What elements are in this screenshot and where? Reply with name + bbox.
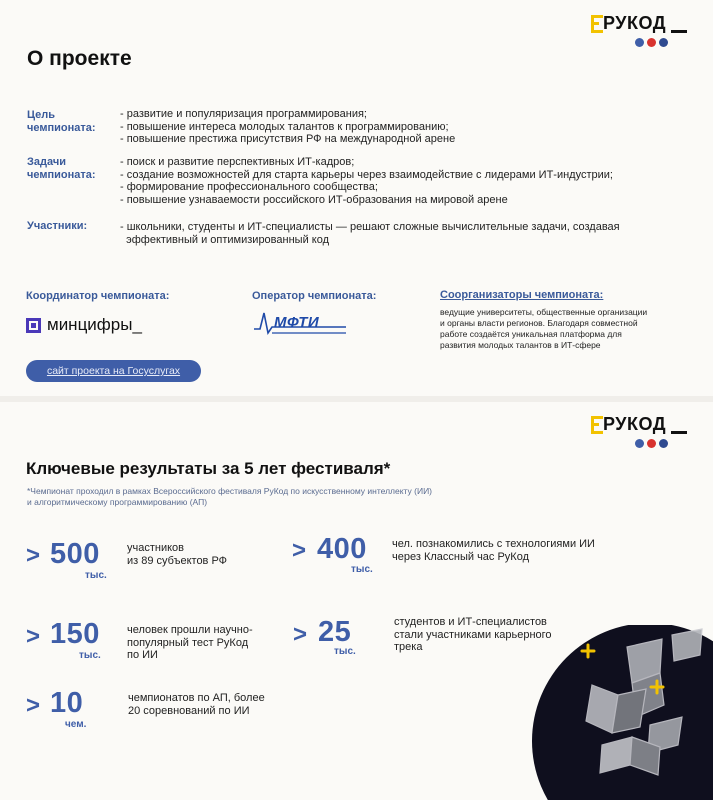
operator-title: Оператор чемпионата:	[252, 290, 377, 302]
rucode-logo-2	[591, 416, 691, 450]
stat-prefix: >	[293, 621, 308, 648]
gosuslugi-link-button[interactable]: сайт проекта на Госуслугах	[26, 360, 201, 382]
logo-text: РУКОД	[603, 13, 667, 33]
goal-label: Цель чемпионата:	[27, 109, 96, 134]
stat-prefix: >	[26, 692, 41, 719]
coordinator-title: Координатор чемпионата:	[26, 290, 170, 302]
stat-text: студентов и ИТ-специалистов стали участниками карьерного трека	[394, 616, 552, 653]
page-title: О проекте	[27, 47, 132, 70]
about-slide	[0, 0, 713, 396]
results-footnote: *Чемпионат проходил в рамках Всероссийского фестиваля РуКод по искусственному интеллекту (ИИ) и алгоритмическому программированию (АП)	[27, 486, 433, 507]
tasks-text: - поиск и развитие перспективных ИТ-кадров; - создание возможностей для старта карьеры через взаимодействие с лидерами ИТ-индустрии; - формирование профессионального сообщества; - повышение узнаваемости российского ИТ-образования на мировой арене	[120, 156, 613, 206]
stat-text: чел. познакомились с технологиями ИИ через Классный час РуКод	[392, 538, 595, 563]
goal-text: - развитие и популяризация программирования; - повышение интереса молодых талантов к программированию; - повышение престижа присутствия РФ на международной арене	[120, 108, 456, 145]
stat-number: 150	[50, 618, 100, 650]
stat-text: чемпионатов по АП, более 20 соревнований по ИИ	[128, 692, 265, 717]
coorganizers-text: ведущие университеты, общественные организации и органы власти регионов. Благодаря совместной работе создаётся уникальная платформа для развития молодых талантов в ИТ-сфере	[440, 307, 648, 350]
participants-label: Участники:	[27, 220, 88, 232]
results-title: Ключевые результаты за 5 лет фестиваля*	[26, 459, 391, 478]
stat-number: 25	[318, 616, 352, 648]
stat-unit: чем.	[65, 719, 87, 730]
flying-books-illustration	[532, 625, 713, 800]
stat-prefix: >	[292, 537, 307, 564]
stat-text: участников из 89 субъектов РФ	[127, 542, 228, 567]
stat-number: 500	[50, 538, 100, 570]
stat-number: 400	[317, 533, 367, 565]
mincifry-icon	[26, 318, 41, 333]
stat-number: 10	[50, 687, 84, 719]
stat-prefix: >	[26, 542, 41, 569]
coorganizers-title[interactable]: Соорганизаторы чемпионата:	[440, 289, 604, 301]
rucode-logo	[591, 15, 691, 49]
stat-unit: тыс.	[334, 646, 356, 657]
stat-unit: тыс.	[351, 564, 373, 575]
participants-text: - школьники, студенты и ИТ-специалисты — решают сложные вычислительные задачи, создавая эффективный и оптимизированный код	[120, 221, 620, 246]
mfti-logo	[252, 307, 348, 337]
stat-text: человек прошли научно- популярный тест РуКод по ИИ	[127, 624, 253, 661]
mincifry-logo	[26, 315, 142, 335]
stat-unit: тыс.	[79, 650, 101, 661]
stat-unit: тыс.	[85, 570, 107, 581]
tasks-label: Задачи чемпионата:	[27, 156, 96, 181]
stat-prefix: >	[26, 623, 41, 650]
logo-text-2: РУКОД	[603, 414, 667, 434]
mfti-logo-text: МФТИ	[274, 314, 320, 331]
mincifry-logo-text: минцифры_	[47, 315, 142, 334]
